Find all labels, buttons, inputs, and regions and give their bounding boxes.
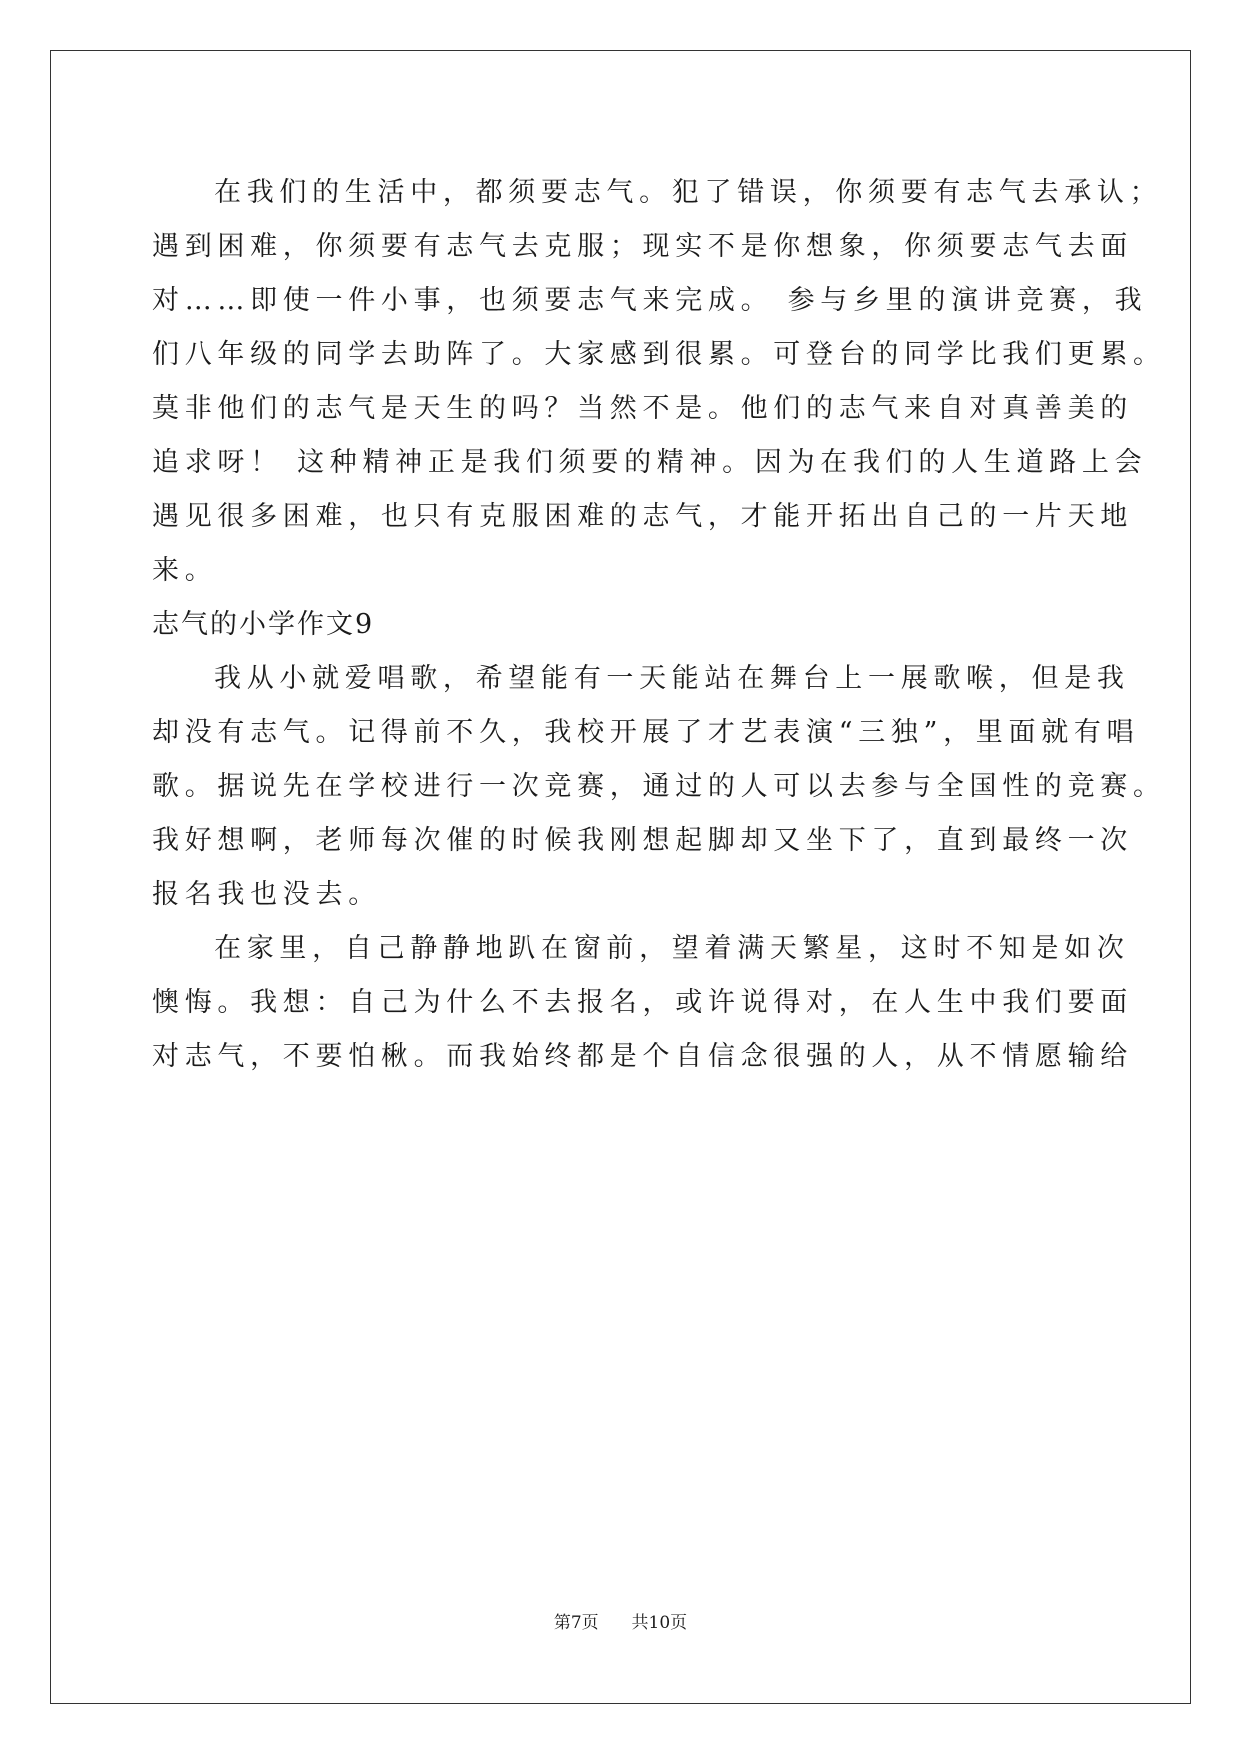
- paragraph-line: 对志气，不要怕楸。而我始终都是个自信念很强的人，从不情愿输给: [152, 1041, 1133, 1072]
- paragraph-line: 我好想啊，老师每次催的时候我刚想起脚却又坐下了，直到最终一次: [152, 825, 1133, 856]
- section-heading: 志气的小学作文9: [152, 609, 375, 640]
- paragraph-line: 却没有志气。记得前不久，我校开展了才艺表演“三独”，里面就有唱: [152, 717, 1140, 748]
- page-footer: [0, 1611, 1241, 1635]
- paragraph-line: 莫非他们的志气是天生的吗？当然不是。他们的志气来自对真善美的: [152, 393, 1133, 424]
- page-total: 共10页: [631, 1613, 688, 1633]
- paragraph-line: 遇到困难，你须要有志气去克服；现实不是你想象，你须要志气去面: [152, 231, 1133, 262]
- paragraph-line: 报名我也没去。: [152, 879, 381, 910]
- paragraph-line: 对……即使一件小事，也须要志气来完成。 参与乡里的演讲竞赛，我: [152, 285, 1148, 316]
- paragraph-line: 追求呀！ 这种精神正是我们须要的精神。因为在我们的人生道路上会: [152, 447, 1148, 478]
- paragraph-line: 在家里，自己静静地趴在窗前，望着满天繁星，这时不知是如次: [214, 933, 1130, 964]
- paragraph-line: 我从小就爱唱歌，希望能有一天能站在舞台上一展歌喉，但是我: [214, 663, 1130, 694]
- paragraph-line: 遇见很多困难，也只有克服困难的志气，才能开拓出自己的一片天地: [152, 501, 1133, 532]
- paragraph-line: 们八年级的同学去助阵了。大家感到很累。可登台的同学比我们更累。: [152, 339, 1166, 370]
- paragraph-line: 懊悔。我想：自己为什么不去报名，或许说得对，在人生中我们要面: [152, 987, 1133, 1018]
- page-number: 第7页: [553, 1613, 599, 1633]
- paragraph-line: 在我们的生活中，都须要志气。犯了错误，你须要有志气去承认；: [214, 177, 1163, 208]
- paragraph-line: 歌。据说先在学校进行一次竞赛，通过的人可以去参与全国性的竞赛。: [152, 771, 1166, 802]
- paragraph-line: 来。: [152, 555, 218, 586]
